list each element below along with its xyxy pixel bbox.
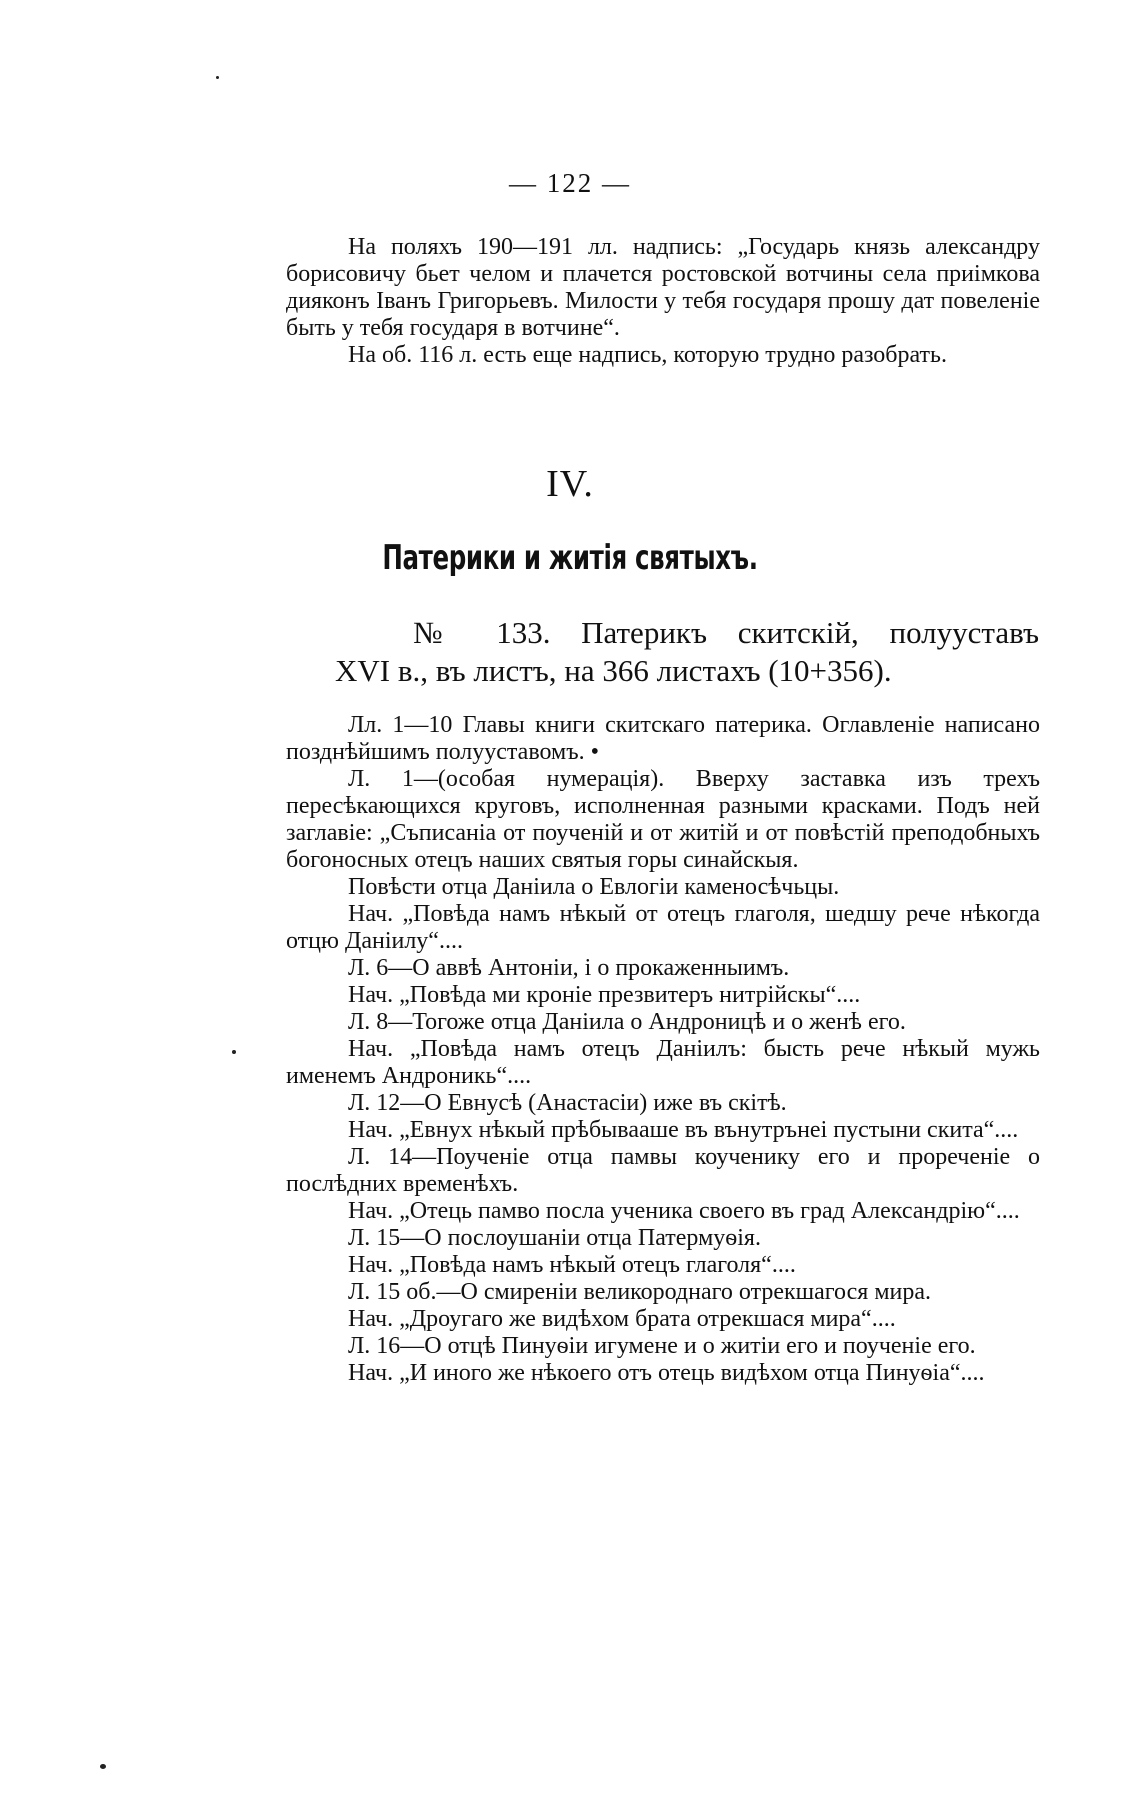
entry-paragraph: Л. 14—Поученіе отца памвы коученику его и прореченіе о послѣдних временѣхъ.: [286, 1144, 1040, 1197]
entry-paragraph: Л. 6—О аввѣ Антоніи, і о прокаженныимъ.: [348, 955, 790, 981]
entry-heading-line-1: № 133. Патерикъ скитскій, полууставъ: [413, 615, 1039, 650]
scan-speck: [100, 1764, 106, 1769]
entry-paragraph: Л. 1—(особая нумерація). Вверху заставка изъ трехъ пересѣкающихся круговъ, исполненная разными красками. Подъ ней заглавіе: „Съписаніа от поученій и от житій и от повѣстій преподобныхъ богоносных отецъ наших святыя горы синайскыя.: [286, 766, 1040, 873]
entry-paragraph: Л. 12—О Евнусѣ (Анастасіи) иже въ скітѣ.: [348, 1090, 787, 1116]
page-number: — 122 —: [509, 168, 631, 198]
entry-heading: [335, 614, 1039, 690]
entry-paragraph: Нач. „Повѣда намъ отецъ Даніилъ: бысть рече нѣкый мужь именемъ Андроникь“....: [286, 1036, 1040, 1089]
entry-paragraph: Нач. „Евнух нѣкый прѣбывааше въ вънутрънеі пустыни скита“....: [348, 1117, 1019, 1143]
intro-block: [286, 234, 1040, 369]
entry-paragraph: Нач. „Повѣда ми кроніе презвитеръ нитрійскы“....: [348, 982, 861, 1008]
entry-paragraph: Л. 16—О отцѣ Пинуѳіи игумене и о житіи его и поученіе его.: [348, 1333, 976, 1359]
entry-paragraph: Нач. „И иного же нѣкоего отъ отець видѣхом отца Пинуѳіа“....: [348, 1360, 985, 1386]
entry-paragraph: Л. 15—О послоушаніи отца Патермуѳія.: [348, 1225, 761, 1251]
entry-body: [286, 712, 1040, 1387]
intro-paragraph-1: На поляхъ 190—191 лл. надпись: „Государь князь александру борисовичу бьет челом и плачется ростовской вотчины села приімкова дияконъ Іванъ Григорьевъ. Милости у тебя государя прошу дат повеленіе быть у тебя государя в вотчине“.: [286, 234, 1040, 341]
entry-paragraph: Л. 8—Тогоже отца Даніила о Андроницѣ и о женѣ его.: [348, 1009, 906, 1035]
entry-paragraph: Нач. „Повѣда намъ нѣкый от отецъ глаголя, шедшу рече нѣкогда отцю Даніилу“....: [286, 901, 1040, 954]
intro-paragraph-2: На об. 116 л. есть еще надпись, которую трудно разобрать.: [348, 342, 947, 368]
entry-paragraph: Нач. „Повѣда намъ нѣкый отецъ глаголя“....: [348, 1252, 796, 1278]
entry-paragraph: Нач. „Отець памво посла ученика своего въ град Александрію“....: [348, 1198, 1020, 1224]
scan-speck: [232, 1050, 236, 1054]
scan-speck: [216, 76, 219, 79]
entry-paragraph: Лл. 1—10 Главы книги скитскаго патерика. Оглавленіе написано позднѣйшимъ полууставомъ. •: [286, 712, 1040, 765]
entry-heading-line-2: XVI в., въ листъ, на 366 листахъ (10+356).: [335, 653, 892, 688]
section-number: IV.: [546, 463, 594, 505]
entry-paragraph: Л. 15 об.—О смиреніи великороднаго отрекшагося мира.: [348, 1279, 932, 1305]
entry-paragraph: Нач. „Дроугаго же видѣхом брата отрекшася мира“....: [348, 1306, 896, 1332]
section-title: Патерики и житія святыхъ.: [382, 538, 758, 578]
entry-paragraph: Повѣсти отца Даніила о Евлогіи каменосѣчьцы.: [348, 874, 840, 900]
